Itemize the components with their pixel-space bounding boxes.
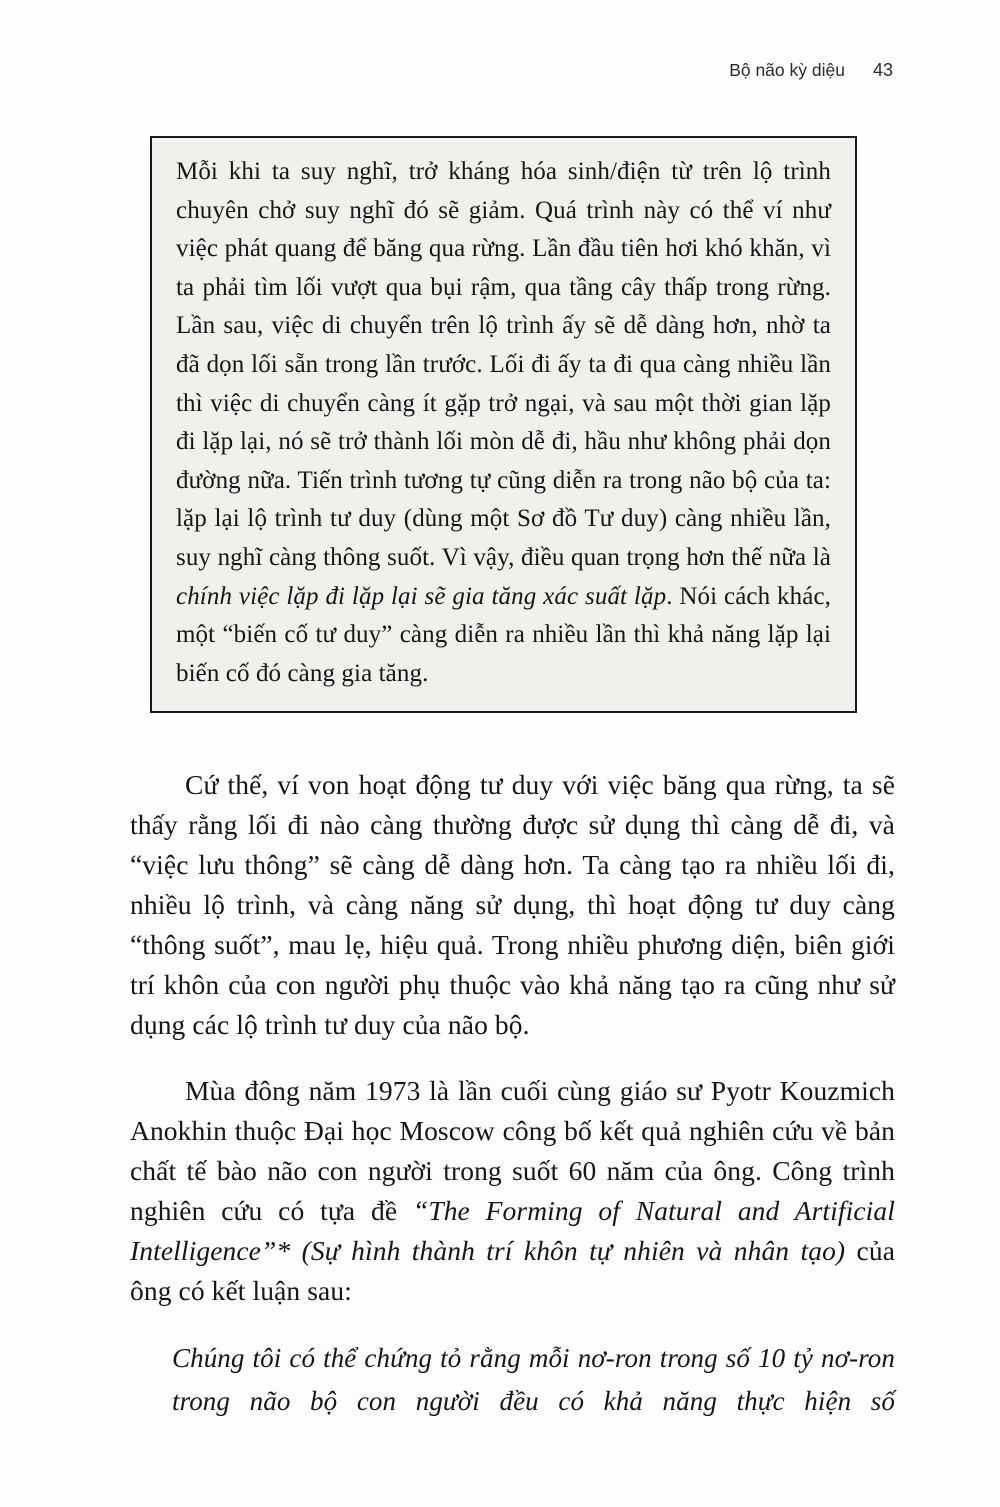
body-paragraph (130, 765, 895, 1045)
paragraph-segment: Mùa đông năm 1973 là lần cuối cùng giáo sư Pyotr Kouzmich Anokhin thuộc Đại học Moscow công bố kết quả nghiên cứu về bản chất tế bào não con người trong suốt 60 năm của ông. Công trình nghiên cứu có tựa đề (130, 1075, 895, 1227)
paragraph-segment: Cứ thế, ví von hoạt động tư duy với việc băng qua rừng, ta sẽ thấy rằng lối đi nào càng thường được sử dụng thì càng dễ đi, và “việc lưu thông” sẽ càng dễ dàng hơn. Ta càng tạo ra nhiều lối đi, nhiều lộ trình, và càng năng sử dụng, thì hoạt động tư duy càng “thông suốt”, mau lẹ, hiệu quả. Trong nhiều phương diện, biên giới trí khôn của con người phụ thuộc vào khả năng tạo ra cũng như sử dụng các lộ trình tư duy của não bộ. (130, 769, 895, 1041)
body-paragraph (130, 1071, 895, 1311)
running-title: Bộ não kỳ diệu (729, 60, 845, 80)
quote-text: Chúng tôi có thể chứng tỏ rằng mỗi nơ-ron trong số 10 tỷ nơ-ron trong não bộ con người đều có khả năng thực hiện số (172, 1343, 895, 1417)
callout-segment-italic: chính việc lặp đi lặp lại sẽ gia tăng xác suất lặp (176, 582, 667, 610)
callout-segment-normal: . Nói cách khác, một “biến cố tư duy” càng diễn ra nhiều lần thì khả năng lặp lại biến cố đó càng gia tăng. (176, 582, 831, 687)
page-header (130, 60, 893, 81)
block-quote (172, 1337, 895, 1423)
paragraph-segment: của ông có kết luận sau: (130, 1235, 895, 1307)
page-number: 43 (872, 60, 893, 80)
callout-box (150, 136, 857, 713)
paragraph-segment-italic: “The Forming of Natural and Artificial Intelligence”* (Sự hình thành trí khôn tự nhiên và nhân tạo) (130, 1195, 895, 1267)
callout-segment-normal: Mỗi khi ta suy nghĩ, trở kháng hóa sinh/điện từ trên lộ trình chuyên chở suy nghĩ đó sẽ giảm. Quá trình này có thể ví như việc phát quang để băng qua rừng. Lần đầu tiên hơi khó khăn, vì ta phải tìm lối vượt qua bụi rậm, qua tầng cây thấp trong rừng. Lần sau, việc di chuyển trên lộ trình ấy sẽ dễ dàng hơn, nhờ ta đã dọn lối sẵn trong lần trước. Lối đi ấy ta đi qua càng nhiều lần thì việc di chuyển càng ít gặp trở ngại, và sau một thời gian lặp đi lặp lại, nó sẽ trở thành lối mòn dễ đi, hầu như không phải dọn đường nữa. Tiến trình tương tự cũng diễn ra trong não bộ của ta: lặp lại lộ trình tư duy (dùng một Sơ đồ Tư duy) càng nhiều lần, suy nghĩ càng thông suốt. Vì vậy, điều quan trọng hơn thế nữa là (176, 158, 831, 571)
callout-text (176, 153, 831, 693)
